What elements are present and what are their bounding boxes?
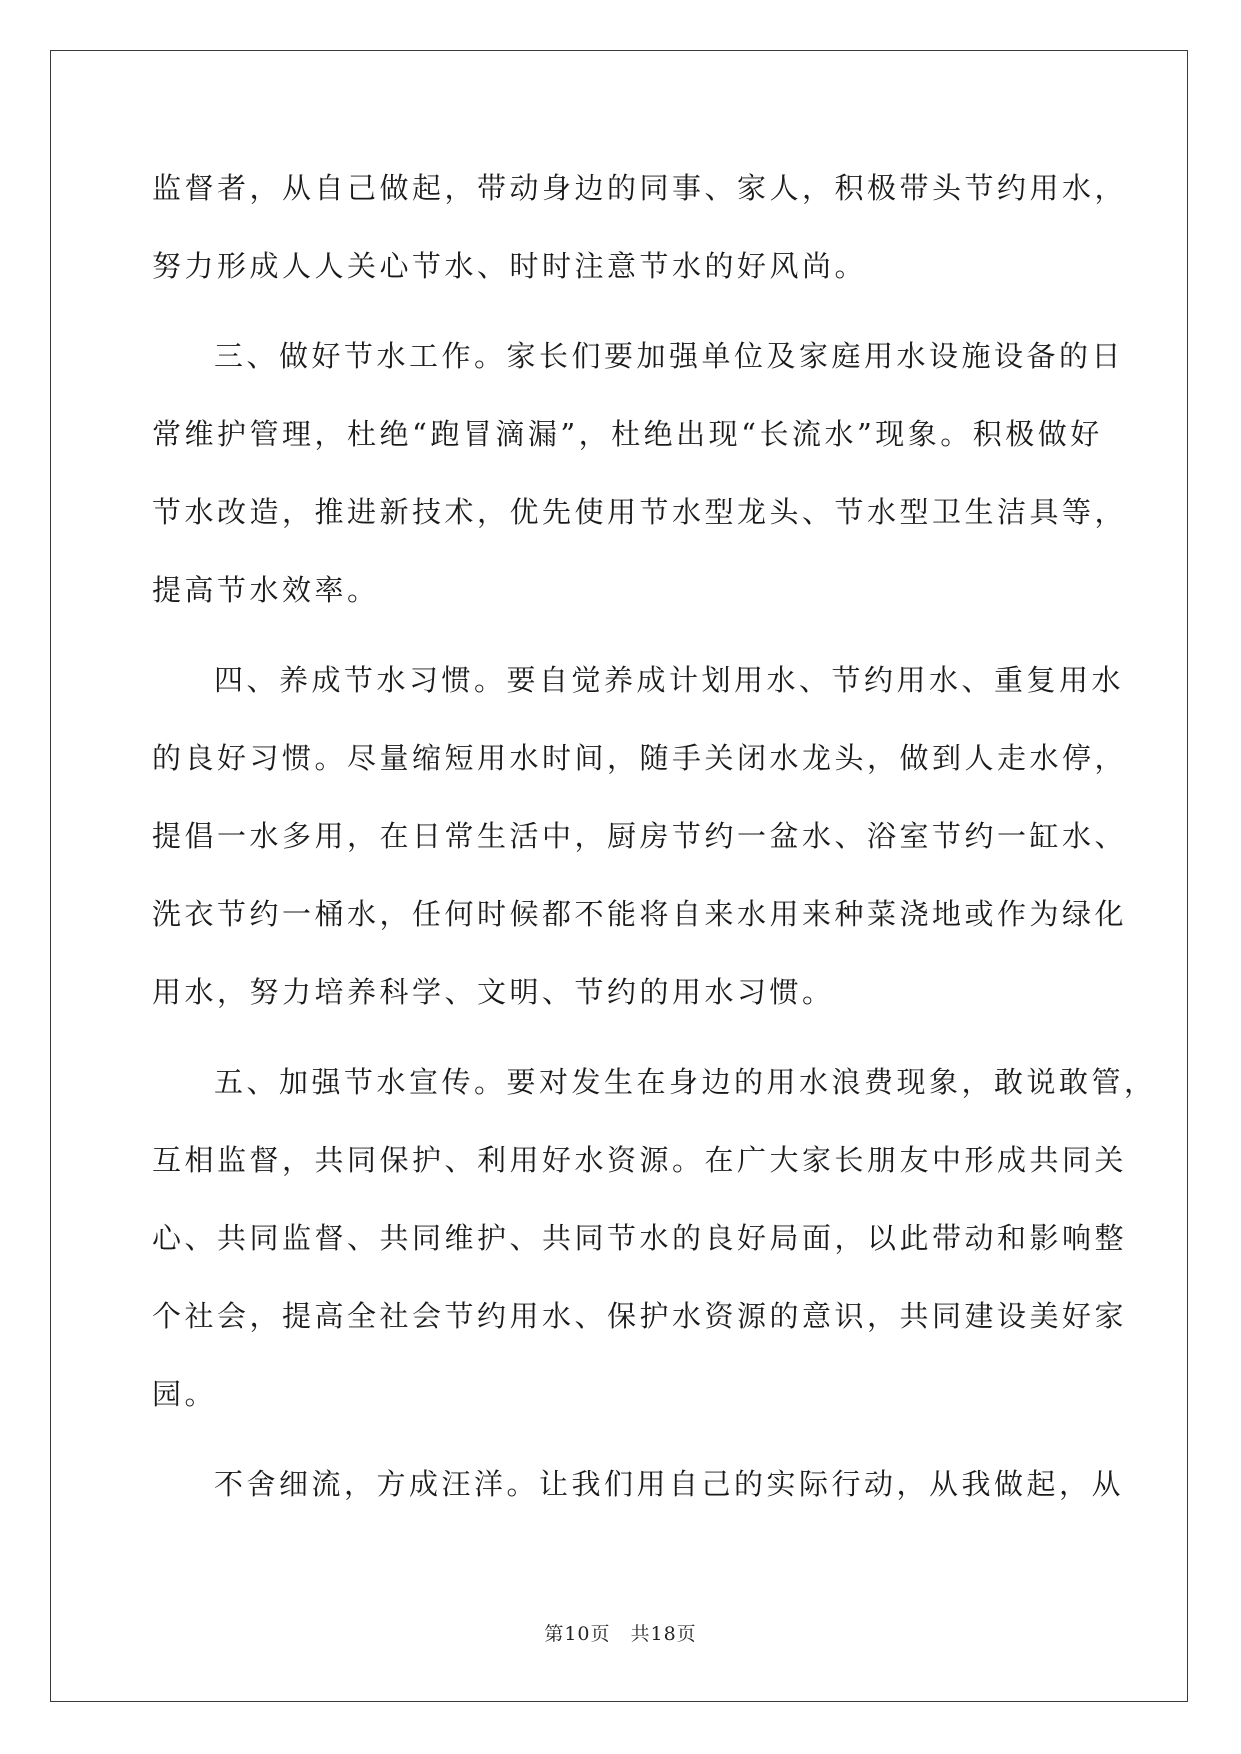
- page-border: [50, 50, 1188, 1702]
- paragraph-heading-4: 四、养成节水习惯。要自觉养成计划用水、节约用水、重复用水: [214, 663, 1125, 697]
- paragraph-closing: 不舍细流，方成汪洋。让我们用自己的实际行动，从我做起，从: [214, 1467, 1125, 1501]
- text-line: 的良好习惯。尽量缩短用水时间，随手关闭水龙头，做到人走水停，: [152, 741, 1128, 775]
- text-line: 园。: [152, 1377, 218, 1411]
- paragraph-heading-5: 五、加强节水宣传。要对发生在身边的用水浪费现象，敢说敢管，: [214, 1065, 1157, 1099]
- text-line: 心、共同监督、共同维护、共同节水的良好局面，以此带动和影响整: [152, 1221, 1128, 1255]
- text-line: 常维护管理，杜绝“跑冒滴漏”，杜绝出现“长流水”现象。积极做好: [152, 417, 1103, 451]
- text-line: 监督者，从自己做起，带动身边的同事、家人，积极带头节约用水，: [152, 171, 1128, 205]
- page-number: 第10页 共18页: [544, 1623, 697, 1645]
- text-line: 提倡一水多用，在日常生活中，厨房节约一盆水、浴室节约一缸水、: [152, 819, 1128, 853]
- paragraph-heading-3: 三、做好节水工作。家长们要加强单位及家庭用水设施设备的日: [214, 339, 1125, 373]
- text-line: 洗衣节约一桶水，任何时候都不能将自来水用来种菜浇地或作为绿化: [152, 897, 1128, 931]
- text-line: 用水，努力培养科学、文明、节约的用水习惯。: [152, 975, 835, 1009]
- text-line: 提高节水效率。: [152, 573, 380, 607]
- text-line: 努力形成人人关心节水、时时注意节水的好风尚。: [152, 249, 868, 283]
- text-line: 互相监督，共同保护、利用好水资源。在广大家长朋友中形成共同关: [152, 1143, 1128, 1177]
- text-line: 个社会，提高全社会节约用水、保护水资源的意识，共同建设美好家: [152, 1299, 1128, 1333]
- text-line: 节水改造，推进新技术，优先使用节水型龙头、节水型卫生洁具等，: [152, 495, 1128, 529]
